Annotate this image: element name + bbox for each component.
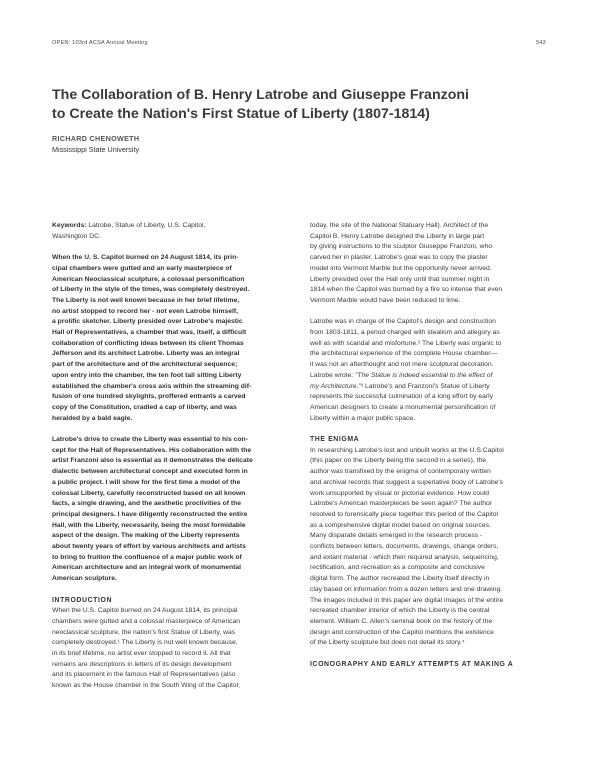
text-line (310, 382, 548, 393)
text-line: it was not an afterthought and not mere sculptural decoration. (310, 361, 494, 369)
text-line: Hall of Representatives, a chamber that was, itself, a difficult (52, 329, 247, 337)
text-line: of the Liberty sculpture but does not detail its story.⁴ (310, 639, 465, 647)
text-line: Liberty presided over the Hall only until that summer night in (310, 275, 490, 283)
text-line: principal designers. I have diligently reconstructed the entire (52, 510, 248, 518)
text-line: chambers were gutted and a colossal masterpiece of American (52, 617, 240, 625)
text-line: upon entry into the chamber, the ten foot tall sitting Liberty (52, 371, 242, 379)
text-line: When the U.S. Capitol burned on 24 August 1814, its principal (52, 607, 238, 615)
body-paragraph (310, 221, 548, 307)
keywords-label: Keywords: (52, 222, 87, 229)
text-line: and its placement in the famous Hall of Representatives (also (52, 671, 236, 679)
text-line: resolved to forensically piece together this period of the Capitol (310, 510, 498, 518)
text-line: Many disparate details emerged in the research process - (310, 532, 483, 540)
text-line: recreated chamber interior of which the Liberty is the central (310, 607, 490, 615)
text-line: The images included in this paper are digital images of the entire (310, 596, 504, 604)
text-line: from 1803-1811, a period charged with idealism and allegory as (310, 329, 500, 337)
text-line: work unsupported by visual or pictorial evidence. How could (310, 489, 489, 497)
text-line: Latrobe's American masterpieces be seen again? The author (310, 500, 493, 508)
text-line: completely destroyed.¹ The Liberty is not well known because, (52, 639, 238, 647)
text-line: facts, a single drawing, and the aesthetic proclivities of the (52, 500, 242, 508)
quote-text: "The Statue is indeed essential to the effect of (355, 371, 493, 379)
abstract-paragraph (52, 435, 290, 585)
body-paragraph (310, 317, 548, 424)
text-line: Liberty within a major public space. (310, 414, 416, 422)
text-line: design and construction of the Capitol mentions the existence (310, 628, 494, 636)
text-line: about twenty years of effort by various architects and artists (52, 543, 246, 551)
text-line: cipal chambers were gutted and an early masterpiece of (52, 264, 232, 272)
running-header (52, 40, 546, 50)
text-line: The Liberty is not well known because in her brief lifetime, (52, 296, 240, 304)
title-line: to Create the Nation's First Statue of Liberty (1807-1814) (52, 105, 430, 122)
text-line: copy of the Constitution, cradled a cap of liberty, and was (52, 403, 237, 411)
text-line: to bring to fruition the confluence of a major public work of (52, 553, 242, 561)
right-column (310, 221, 548, 670)
text-line: colossal Liberty, carefully reconstructed based on all known (52, 489, 246, 497)
text-line: dialectic between architectural concept and executed form in (52, 468, 248, 476)
text-line: carved her in plaster. Latrobe's goal was to copy the plaster (310, 254, 488, 262)
section-heading-enigma: THE ENIGMA (310, 436, 360, 444)
keywords (52, 221, 290, 232)
text-line: (this paper on the Liberty being the second in a series), the (310, 457, 486, 465)
abstract-paragraph (52, 253, 290, 424)
paper-title (52, 86, 522, 123)
author-affiliation: Mississippi State University (52, 145, 140, 154)
title-line: The Collaboration of B. Henry Latrobe and Giuseppe Franzoni (52, 87, 469, 103)
quote-text: my Architecture." (310, 382, 361, 390)
section-heading-iconography: ICONOGRAPHY AND EARLY ATTEMPTS AT MAKING A (310, 660, 514, 668)
text-line: clay based on information from a dozen letters and one drawing. (310, 585, 503, 593)
text-line: remains are descriptions in letters of its design development (52, 660, 232, 668)
text-line: established the chamber's cross axis within the streaming dif- (52, 382, 252, 390)
text-line: Jefferson and its architect Latrobe. Liberty was an integral (52, 350, 240, 358)
text-line: digital form. The author recreated the Liberty itself directly in (310, 575, 490, 583)
text-line: a prolific sketcher. Liberty presided over Latrobe's majestic (52, 318, 243, 326)
conference-name: OPEN: 103rd ACSA Annual Meeting (52, 40, 148, 46)
text-span: ³ Latrobe's and Franzoni's Statue of Liberty (360, 382, 490, 390)
text-line: by giving instructions to the sculptor Giuseppe Franzoni, who (310, 243, 492, 251)
text-span: Latrobe wrote: (310, 371, 356, 379)
text-line: American designers to create a monumental personification of (310, 403, 496, 411)
body-paragraph (310, 446, 548, 649)
text-line: fusion of one hundred skylights, proffered entrants a carved (52, 393, 246, 401)
text-line: Vermont Marble would have been reduced to lime. (310, 296, 461, 304)
text-line: represents the successful culmination of a long effort by early (310, 393, 493, 401)
text-line: When the U. S. Capitol burned on 24 August 1814, its prin- (52, 254, 239, 262)
text-line: artist Franzoni also is essential as it demonstrates the delicate (52, 457, 253, 465)
text-line: heralded by a bald eagle. (52, 414, 133, 422)
section-heading-introduction: INTRODUCTION (52, 596, 113, 604)
author-name: RICHARD CHENOWETH (52, 134, 140, 143)
text-line: element. William C. Allen's seminal book on the history of the (310, 617, 493, 625)
text-line: conflicts between letters, documents, drawings, change orders, (310, 543, 499, 551)
text-line: Latrobe was in charge of the Capitol's design and construction (310, 318, 496, 326)
text-line: today, the site of the National Statuary Hall). Architect of the (310, 222, 489, 229)
text-line: In researching Latrobe's lost and unbuilt works at the U.S.Capitol (310, 446, 504, 454)
text-line: no artist stopped to record her - not even Latrobe himself, (52, 307, 239, 315)
text-line: and extant material - which then required analysis, sequencing, (310, 553, 499, 561)
text-line: American architecture and an integral work of monumental (52, 564, 242, 572)
text-line: rectification, and recreation as a composite and conclusive (310, 564, 485, 572)
text-line: as a comprehensive digital model based on original sources. (310, 521, 491, 529)
text-line: in its brief lifetime, no artist ever stopped to record it. All that (52, 650, 231, 658)
text-line: cept for the Hall of Representatives. His collaboration with the (52, 446, 252, 454)
text-line: of Liberty in the style of the times, was completely destroyed. (52, 286, 250, 294)
left-column (52, 221, 290, 692)
text-line: well as with scandal and misfortune.² The Liberty was organic to (310, 339, 502, 347)
text-line: Capitol B. Henry Latrobe designed the Liberty in large part (310, 232, 485, 240)
text-line: and archival records that suggest a superlative body of Latrobe's (310, 478, 504, 486)
text-line: the architectural experience of the complete House chamber— (310, 350, 498, 358)
text-line: a public project. I will show for the first time a model of the (52, 478, 241, 486)
text-line (310, 371, 548, 382)
text-line: American Neoclassical sculpture, a colossal personification (52, 275, 245, 283)
text-line: Hall, with the Liberty, necessarily, being the most formidable (52, 521, 246, 529)
text-line: model into Vermont Marble but the opportunity never arrived. (310, 264, 492, 272)
text-line: Latrobe's drive to create the Liberty was essential to his con- (52, 436, 248, 444)
text-line: part of the architecture and of the architectural sequence; (52, 361, 238, 369)
text-line: known as the House chamber in the South Wing of the Capitol; (52, 682, 240, 690)
text-line: aspect of the design. The making of the Liberty represents (52, 532, 240, 540)
text-line: neoclassical sculpture, the nation's first Statue of Liberty, was (52, 628, 236, 636)
text-line: author was transfixed by the enigma of contemporary written (310, 468, 491, 476)
keywords-text: Washington DC. (52, 232, 101, 240)
text-line: collaboration of conflicting ideas between its client Thomas (52, 339, 244, 347)
body-paragraph (52, 606, 290, 692)
keywords-text: Latrobe, Statue of Liberty, U.S. Capitol, (86, 222, 206, 229)
page-number: 543 (536, 40, 546, 46)
text-line: 1814 when the Capitol was burned by a fire so intense that even (310, 286, 503, 294)
text-line: American sculpture. (52, 575, 117, 583)
